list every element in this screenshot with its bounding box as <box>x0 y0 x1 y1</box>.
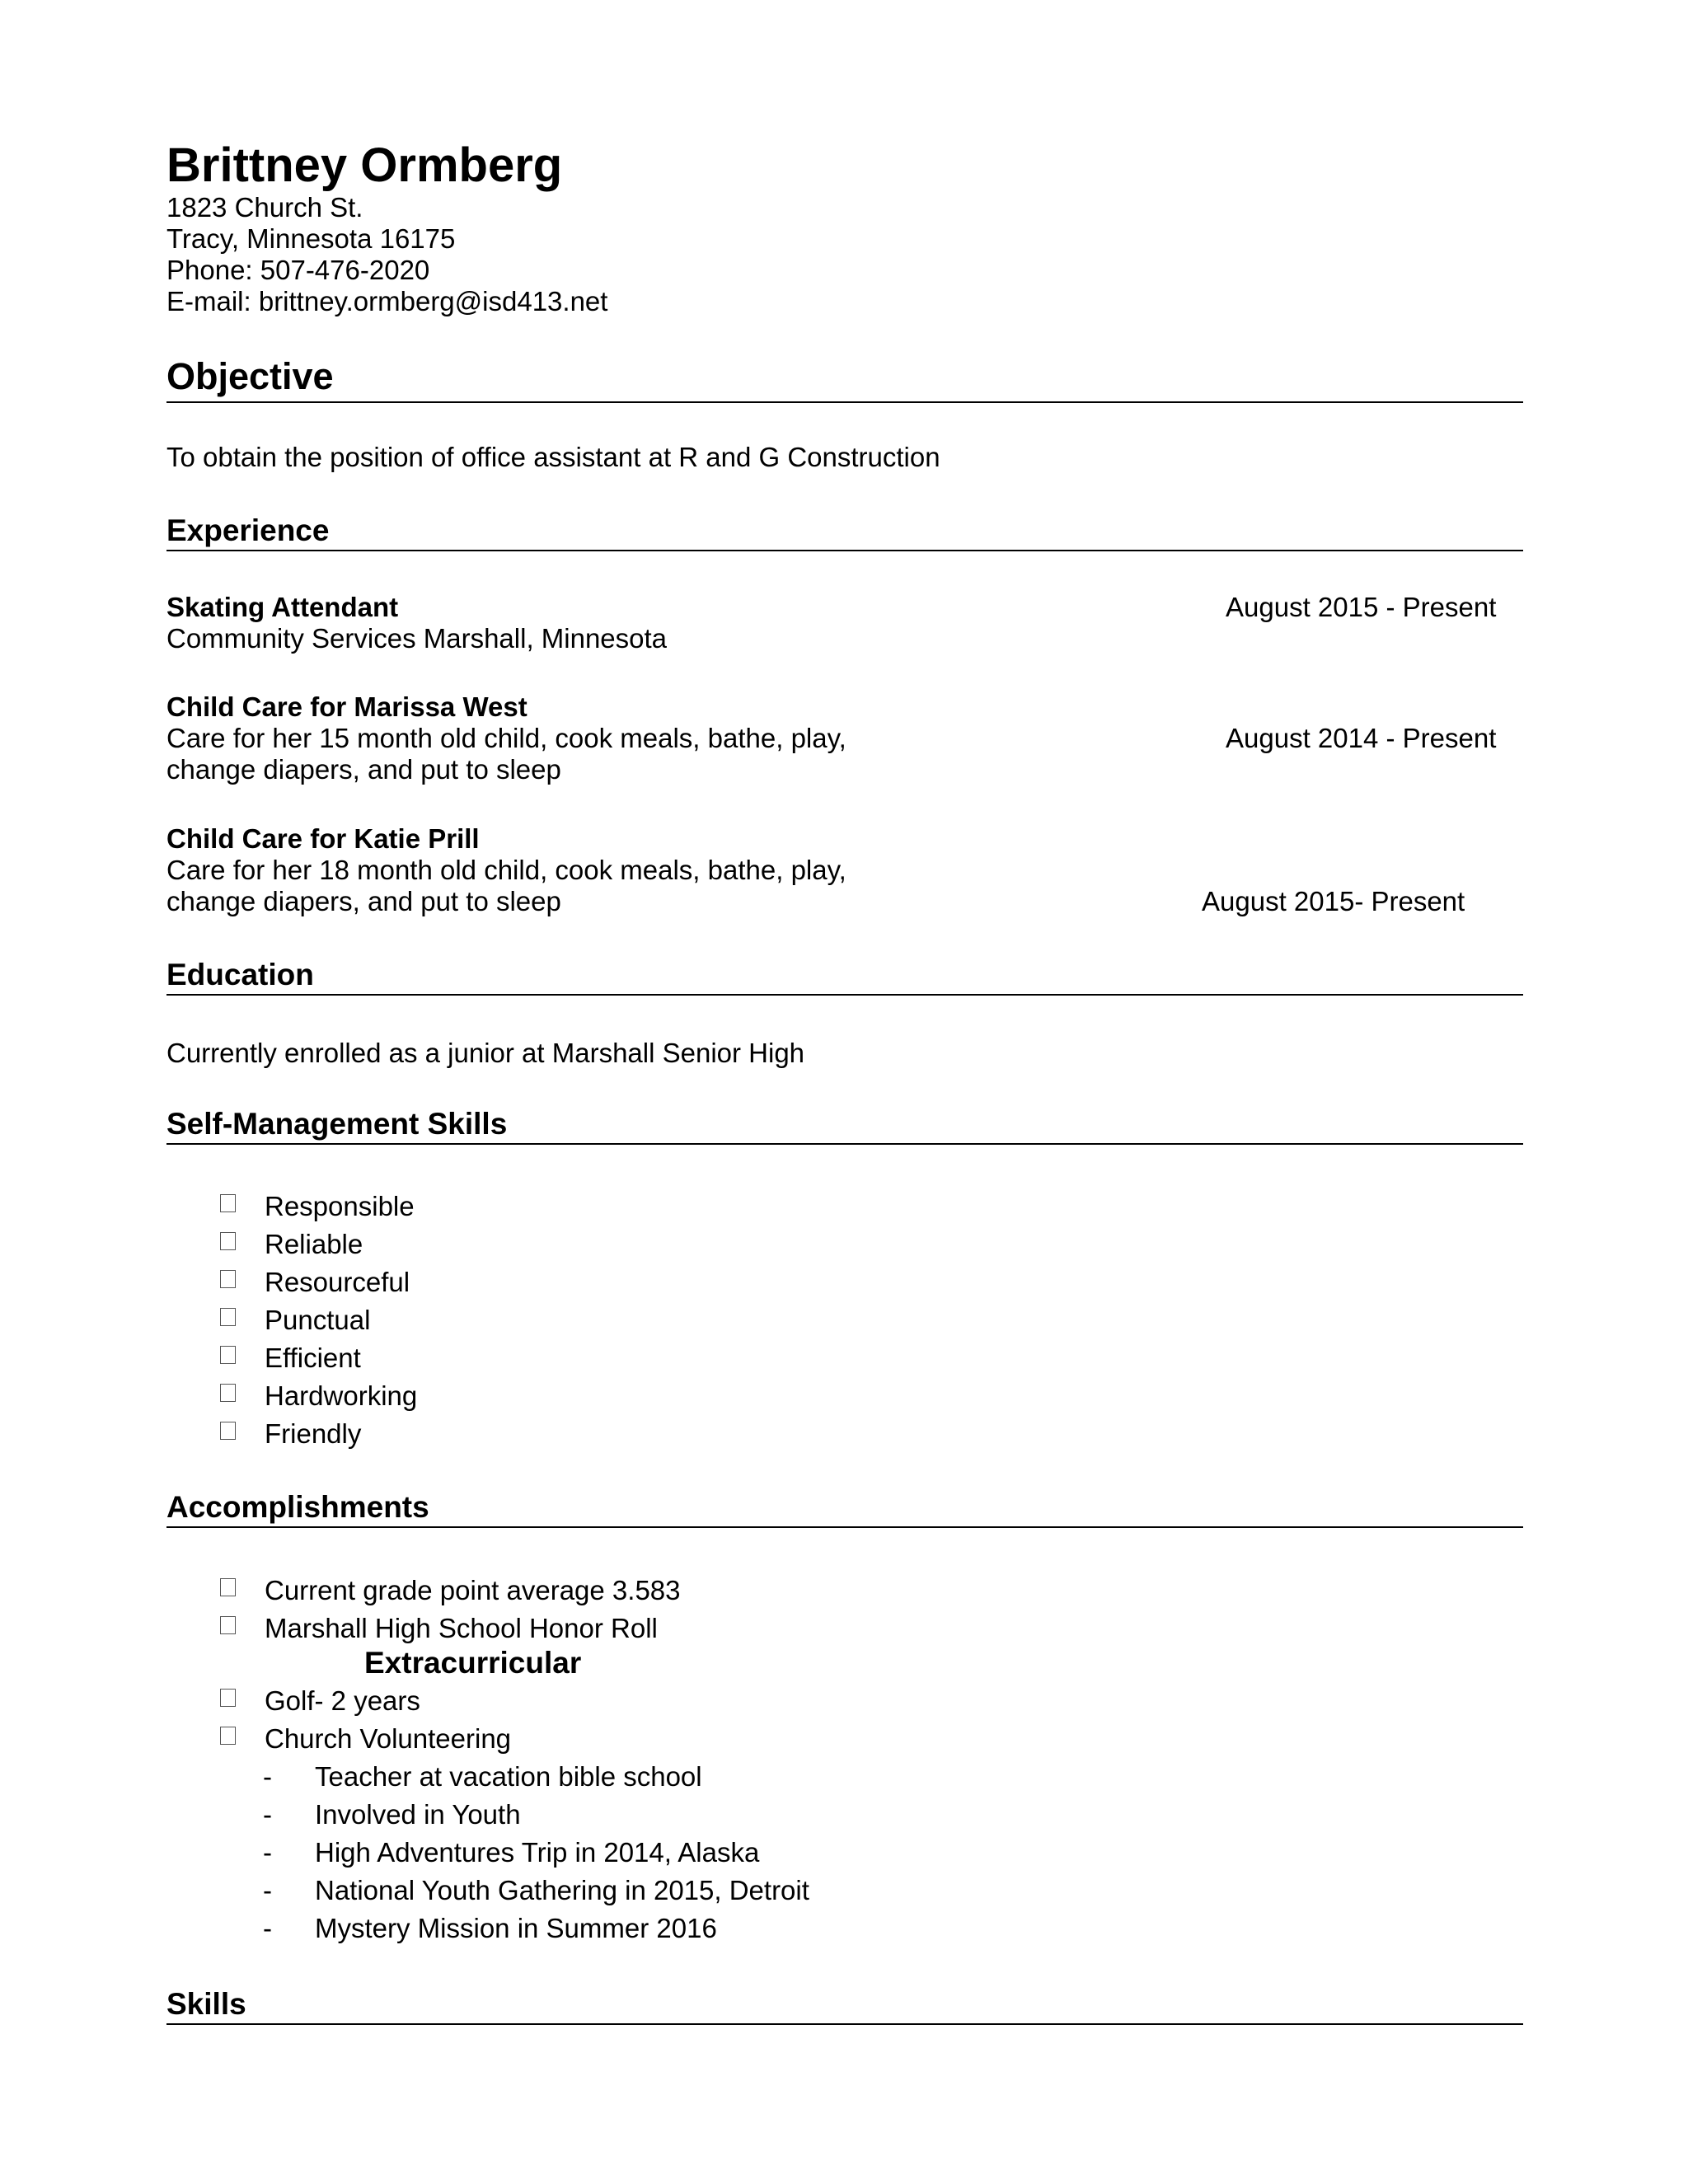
skills-rule <box>166 2023 1523 2025</box>
objective-rule <box>166 401 1523 403</box>
dash-marker: - <box>263 1799 272 1830</box>
bullet-box-icon <box>220 1689 236 1707</box>
accomplishment-item: Marshall High School Honor Roll <box>265 1613 658 1643</box>
skill-item: Punctual <box>265 1305 371 1335</box>
job-3-desc-line-1: Care for her 18 month old child, cook meals, bathe, play, <box>166 855 846 885</box>
address-line-1: 1823 Church St. <box>166 192 363 223</box>
education-text: Currently enrolled as a junior at Marshall Senior High <box>166 1038 805 1068</box>
dash-marker: - <box>263 1913 272 1943</box>
candidate-name: Brittney Ormberg <box>166 138 563 192</box>
job-1-date: August 2015 - Present <box>1226 592 1497 622</box>
job-2-desc-line-1: Care for her 15 month old child, cook meals, bathe, play, <box>166 723 846 753</box>
skill-item: Resourceful <box>265 1267 410 1297</box>
experience-rule <box>166 550 1523 551</box>
education-rule <box>166 994 1523 996</box>
job-3-date: August 2015- Present <box>1202 886 1465 916</box>
extracurricular-heading: Extracurricular <box>364 1646 582 1680</box>
bullet-box-icon <box>220 1578 236 1596</box>
skill-item: Hardworking <box>265 1380 418 1411</box>
job-2-title: Child Care for Marissa West <box>166 691 528 722</box>
skill-item: Friendly <box>265 1418 362 1449</box>
bullet-box-icon <box>220 1384 236 1402</box>
bullet-box-icon <box>220 1308 236 1326</box>
objective-heading: Objective <box>166 355 334 397</box>
extracurricular-item: Church Volunteering <box>265 1723 512 1754</box>
self-management-rule <box>166 1143 1523 1145</box>
bullet-box-icon <box>220 1194 236 1212</box>
self-management-heading: Self-Management Skills <box>166 1107 508 1141</box>
skill-item: Reliable <box>265 1229 363 1259</box>
email: E-mail: brittney.ormberg@isd413.net <box>166 286 608 316</box>
job-1-desc: Community Services Marshall, Minnesota <box>166 623 668 654</box>
bullet-box-icon <box>220 1616 236 1634</box>
church-sub-item: National Youth Gathering in 2015, Detroit <box>315 1875 809 1905</box>
bullet-box-icon <box>220 1232 236 1250</box>
bullet-box-icon <box>220 1422 236 1440</box>
bullet-box-icon <box>220 1346 236 1364</box>
extracurricular-item: Golf- 2 years <box>265 1685 420 1716</box>
dash-marker: - <box>263 1761 272 1792</box>
bullet-box-icon <box>220 1727 236 1745</box>
job-3-desc-line-2: change diapers, and put to sleep <box>166 886 561 916</box>
church-sub-item: High Adventures Trip in 2014, Alaska <box>315 1837 760 1868</box>
skill-item: Responsible <box>265 1191 415 1221</box>
dash-marker: - <box>263 1875 272 1905</box>
accomplishment-item: Current grade point average 3.583 <box>265 1575 681 1605</box>
address-line-2: Tracy, Minnesota 16175 <box>166 223 456 254</box>
church-sub-item: Teacher at vacation bible school <box>315 1761 702 1792</box>
church-sub-item: Mystery Mission in Summer 2016 <box>315 1913 717 1943</box>
church-sub-item: Involved in Youth <box>315 1799 521 1830</box>
job-1-title: Skating Attendant <box>166 592 399 622</box>
objective-text: To obtain the position of office assistant at R and G Construction <box>166 442 940 472</box>
job-2-desc-line-2: change diapers, and put to sleep <box>166 754 561 785</box>
skills-heading: Skills <box>166 1987 246 2021</box>
phone: Phone: 507-476-2020 <box>166 255 430 285</box>
education-heading: Education <box>166 958 314 991</box>
accomplishments-heading: Accomplishments <box>166 1490 429 1524</box>
accomplishments-rule <box>166 1526 1523 1528</box>
skill-item: Efficient <box>265 1343 361 1373</box>
bullet-box-icon <box>220 1270 236 1288</box>
dash-marker: - <box>263 1837 272 1868</box>
job-2-date: August 2014 - Present <box>1226 723 1497 753</box>
job-3-title: Child Care for Katie Prill <box>166 823 480 854</box>
experience-heading: Experience <box>166 513 330 547</box>
